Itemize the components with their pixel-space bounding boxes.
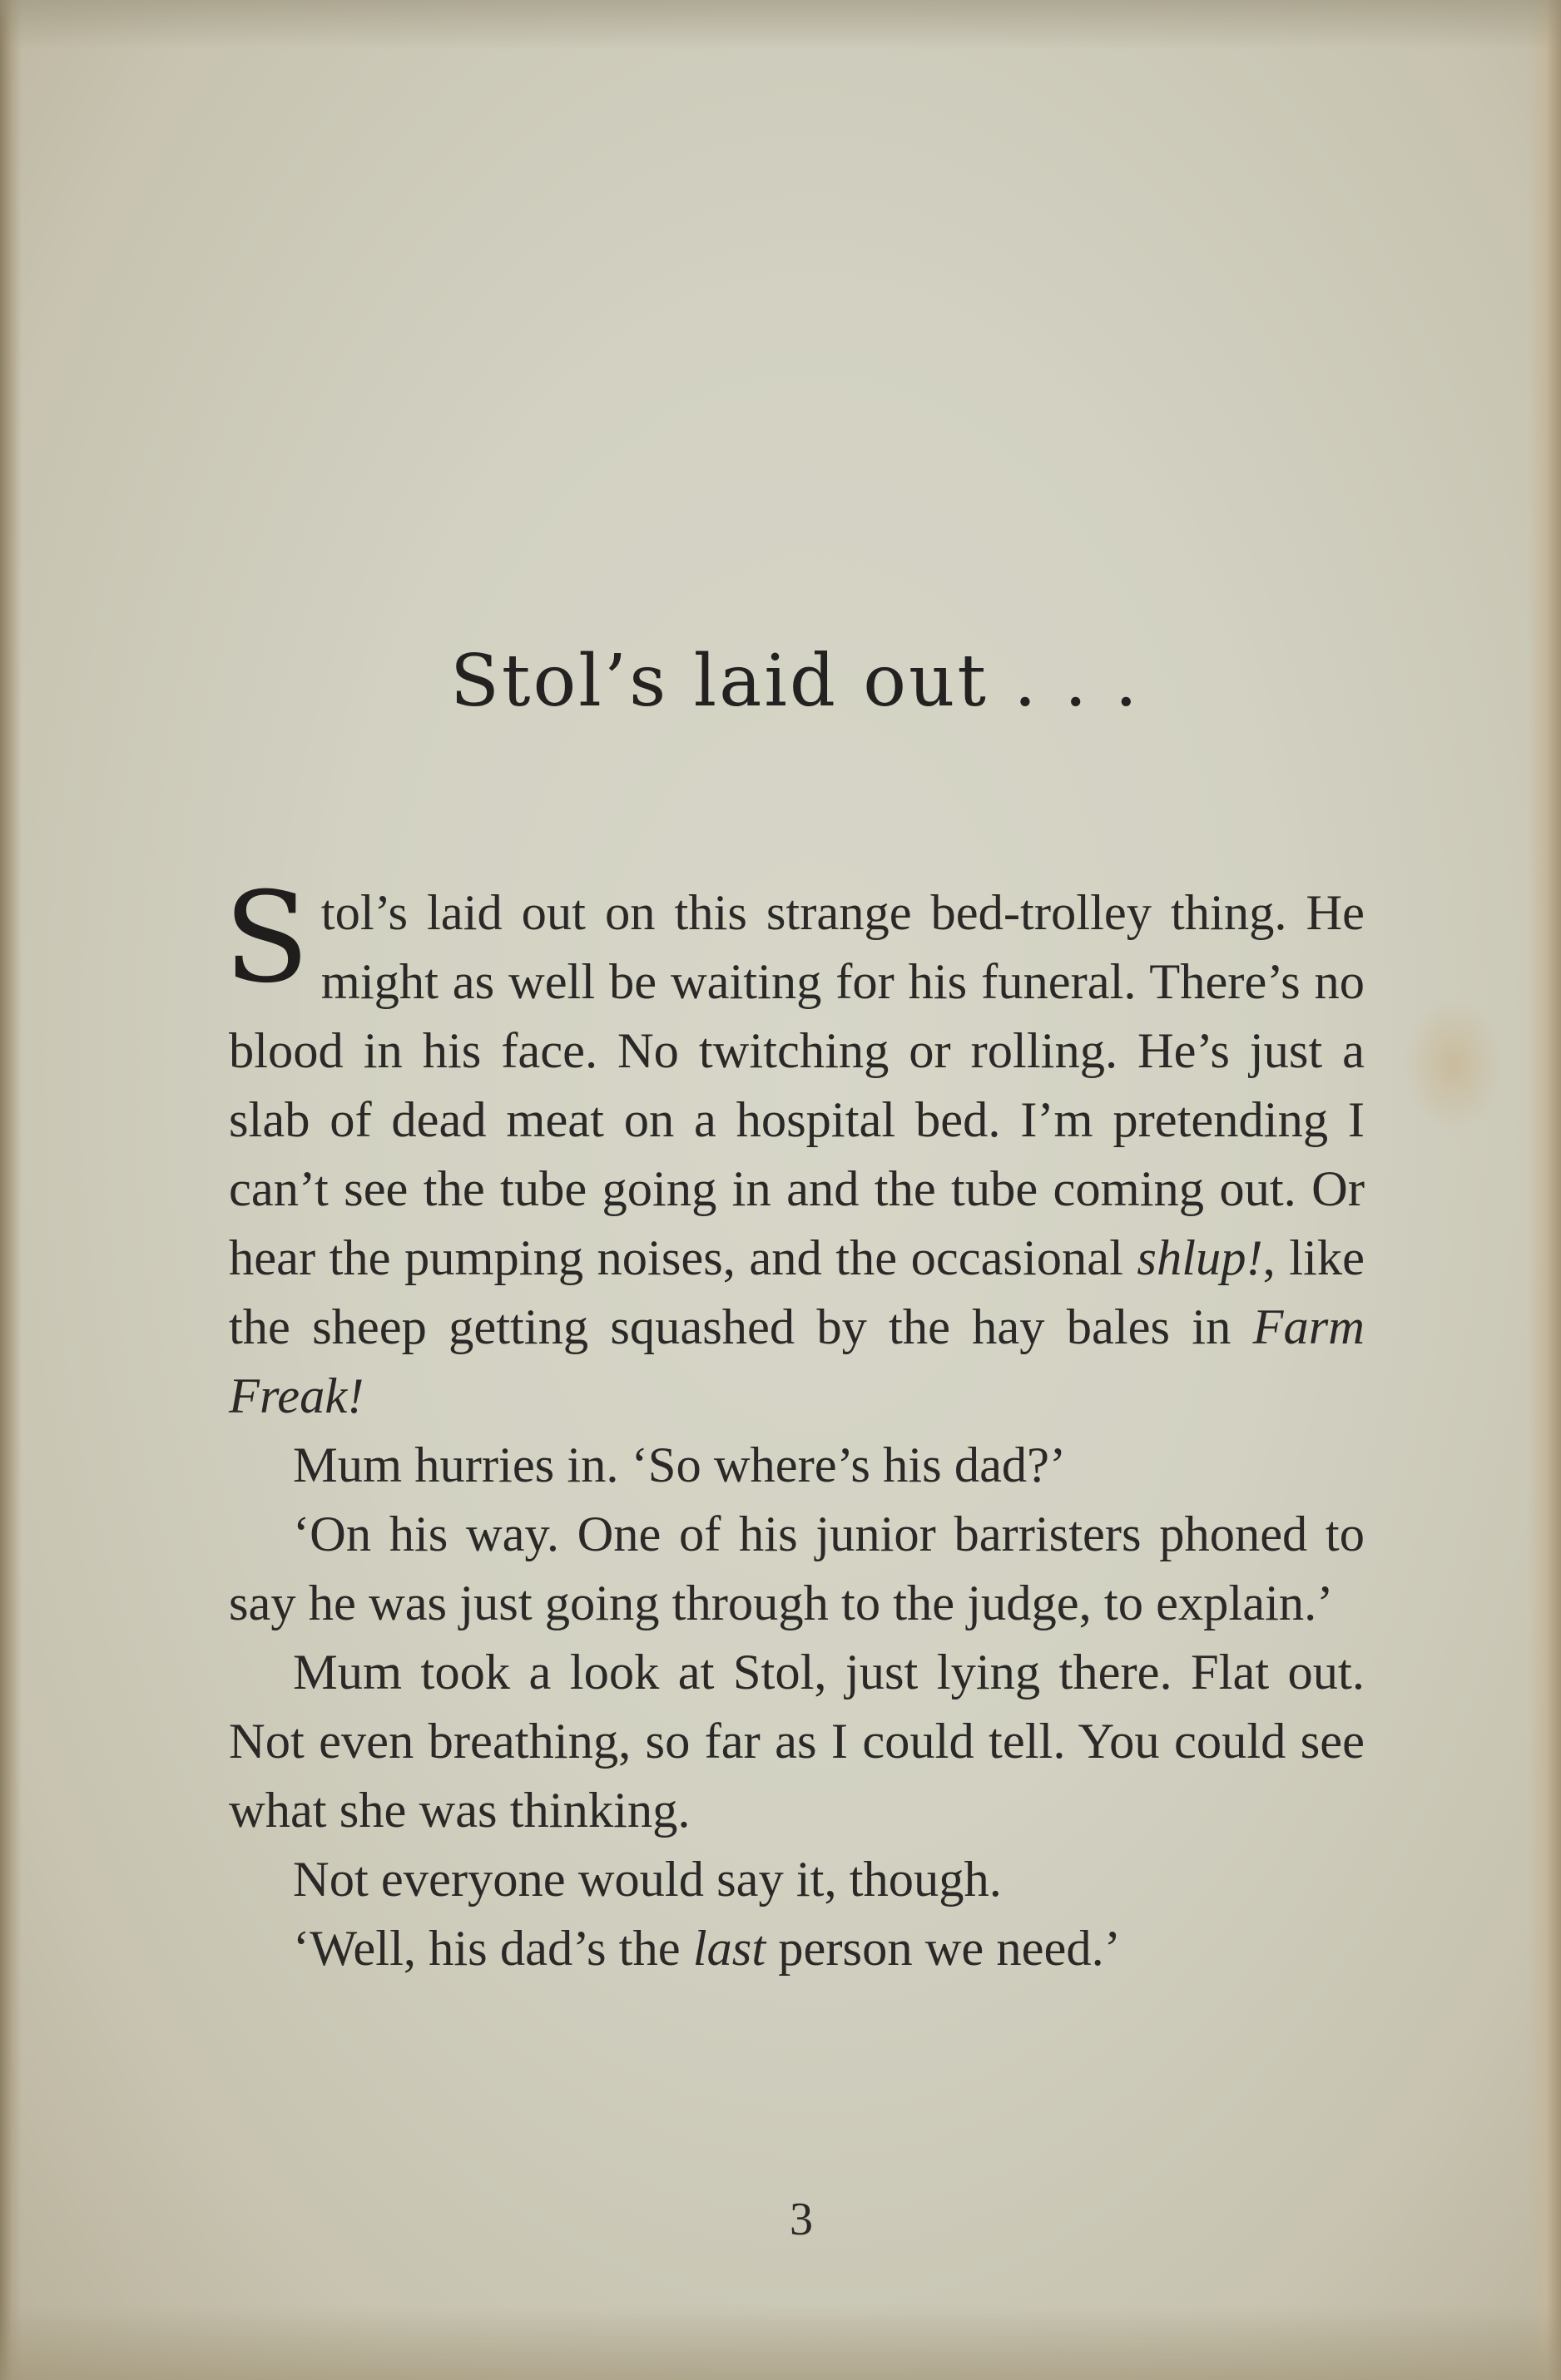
- body-paragraph: [229, 1431, 1365, 1500]
- body-paragraph: [229, 1638, 1365, 1845]
- page-edge-right: [1528, 0, 1561, 2380]
- text-segment: Mum hurries in. ‘So where’s his dad?’: [293, 1437, 1067, 1493]
- drop-cap: S: [224, 866, 310, 1011]
- body-paragraph: [229, 1500, 1365, 1638]
- page-edge-left: [0, 0, 22, 2380]
- italic-text: last: [692, 1921, 766, 1977]
- text-segment: ‘Well, his dad’s the: [293, 1921, 693, 1977]
- page-edge-top: [0, 0, 1561, 50]
- text-segment: Not everyone would say it, though.: [293, 1852, 1002, 1907]
- text-segment: , like the sheep getting squashed by the hay bales in: [229, 1230, 1365, 1355]
- body-paragraph: [229, 1845, 1365, 1914]
- text-segment: person we need.’: [766, 1921, 1121, 1977]
- page-edge-bottom: [0, 2305, 1561, 2380]
- italic-text: Farm Freak!: [229, 1299, 1365, 1424]
- chapter-title: Stol’s laid out . . .: [450, 640, 1140, 723]
- text-segment: tol’s laid out on this strange bed-trolley thing. He might as well be waiting for his funeral. There’s no blood in his face. No twitching or rolling. He’s just a slab of dead meat on a hospital bed. I’m pretending I can’t see the tube going in and the tube coming out. Or hear the pumping noises, and the occasional: [229, 885, 1365, 1286]
- page-number: 3: [790, 2194, 813, 2245]
- paper-stain: [1403, 998, 1503, 1131]
- body-paragraph: [224, 866, 1365, 1431]
- body-text: [224, 866, 1365, 1983]
- text-segment: Mum took a look at Stol, just lying there. Flat out. Not even breathing, so far as I could tell. You could see what she was thinking.: [229, 1645, 1365, 1838]
- body-paragraph: [229, 1914, 1365, 1983]
- text-segment: ‘On his way. One of his junior barristers phoned to say he was just going through to the judge, to explain.’: [229, 1507, 1365, 1631]
- italic-text: shlup!: [1137, 1230, 1263, 1286]
